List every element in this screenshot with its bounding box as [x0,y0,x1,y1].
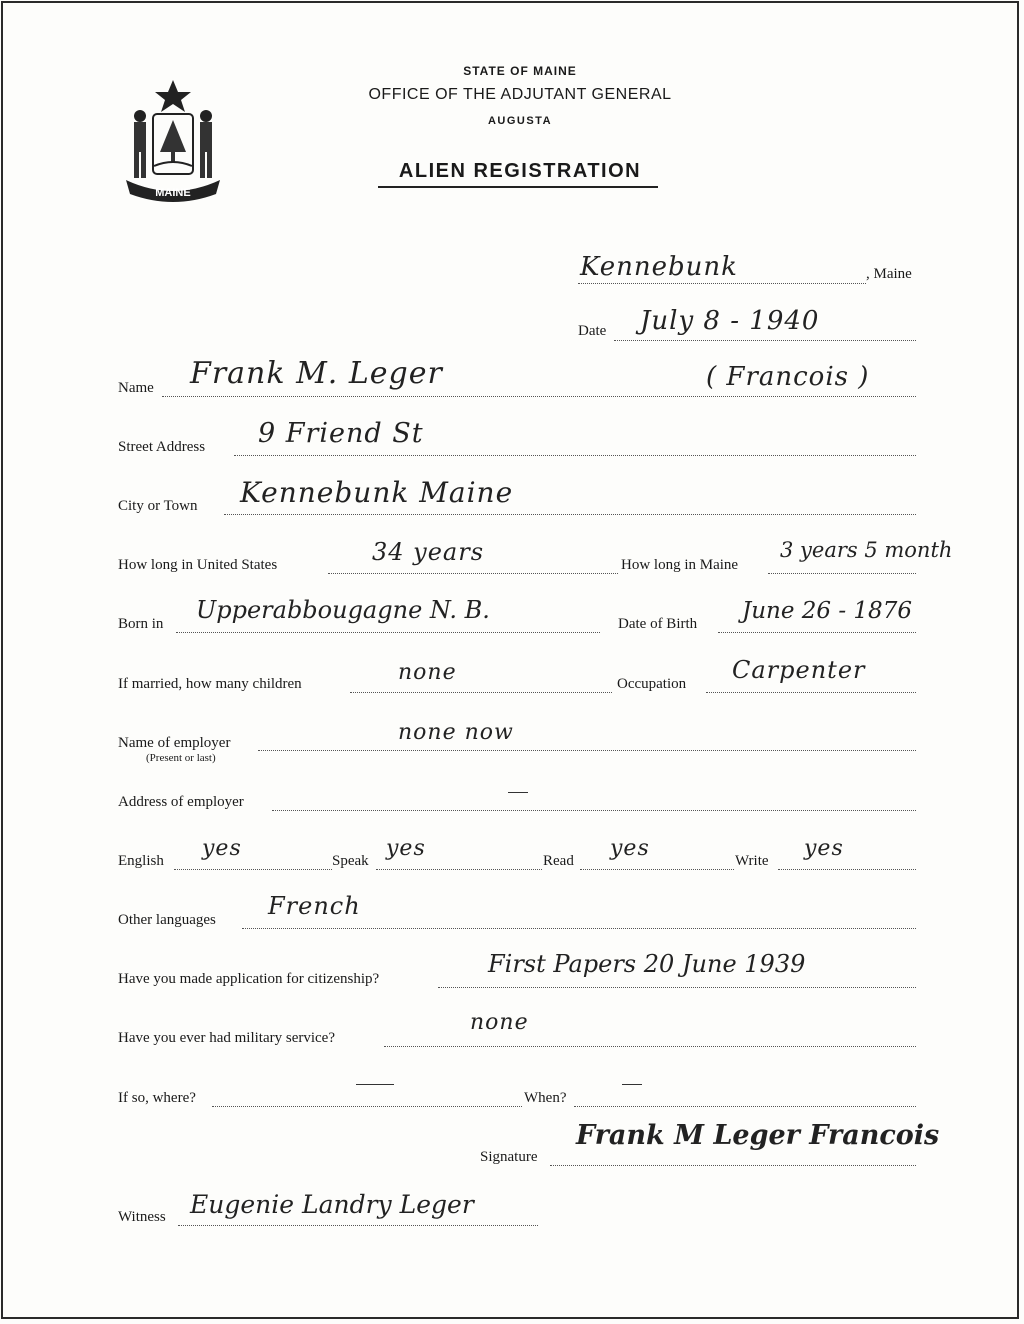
english-label: English [118,853,164,869]
header-city: AUGUSTA [487,115,553,127]
form-title: ALIEN REGISTRATION [398,160,642,182]
state-suffix: , Maine [866,266,912,282]
citizenship-value[interactable]: First Papers 20 June 1939 [488,950,806,978]
other-languages-value[interactable]: French [268,892,361,920]
signature-line [550,1165,916,1166]
city-value[interactable]: Kennebunk Maine [240,476,514,509]
maine-state-seal-icon [118,76,228,206]
where-label: If so, where? [118,1090,196,1106]
alt-name-value[interactable]: ( Francois ) [706,362,870,392]
street-label: Street Address [118,439,206,455]
seal-banner-text: MAINE [155,187,191,199]
speak-value[interactable]: yes [386,836,426,861]
maine-duration-value[interactable]: 3 years 5 month [780,538,953,562]
header-office: OFFICE OF THE ADJUTANT GENERAL [368,86,672,103]
write-label: Write [735,853,769,869]
town-value[interactable]: Kennebunk [580,252,738,282]
dob-value[interactable]: June 26 - 1876 [742,598,912,624]
when-line [574,1106,916,1107]
other-languages-line [242,928,916,929]
read-label: Read [543,853,574,869]
name-value[interactable]: Frank M. Leger [190,356,443,391]
military-line [384,1046,916,1047]
employer-sublabel: (Present or last) [146,752,216,764]
signature-label: Signature [480,1149,538,1165]
other-languages-label: Other languages [118,912,216,928]
employer-address-dash [508,792,528,793]
date-line [614,340,916,341]
speak-label: Speak [332,853,369,869]
maine-duration-line [768,573,916,574]
employer-address-label: Address of employer [118,794,244,810]
street-value[interactable]: 9 Friend St [258,418,424,449]
occupation-label: Occupation [617,676,687,692]
read-line [580,869,734,870]
children-value[interactable]: none [398,660,457,685]
employer-label: Name of employer [118,735,231,751]
employer-value[interactable]: none now [398,720,514,745]
name-label: Name [118,380,154,396]
town-line [578,283,866,284]
citizenship-label: Have you made application for citizenship? [118,971,380,987]
occupation-value[interactable]: Carpenter [732,656,866,684]
children-label: If married, how many children [118,676,302,692]
us-duration-value[interactable]: 34 years [372,538,485,566]
where-dash [356,1084,394,1085]
city-label: City or Town [118,498,198,514]
witness-label: Witness [118,1209,166,1225]
citizenship-line [438,987,916,988]
employer-address-line [272,810,916,811]
date-value[interactable]: July 8 - 1940 [640,306,820,336]
street-line [234,455,916,456]
speak-line [376,869,542,870]
write-line [778,869,916,870]
military-value[interactable]: none [470,1010,529,1035]
title-underline [378,186,658,188]
witness-line [178,1225,538,1226]
born-line [176,632,600,633]
when-label: When? [524,1090,567,1106]
occupation-line [706,692,916,693]
english-value[interactable]: yes [202,836,242,861]
when-dash [622,1084,642,1085]
born-label: Born in [118,616,164,632]
witness-value[interactable]: Eugenie Landry Leger [190,1190,474,1219]
children-line [350,692,612,693]
read-value[interactable]: yes [610,836,650,861]
dob-line [718,632,916,633]
military-label: Have you ever had military service? [118,1030,335,1046]
where-line [212,1106,522,1107]
header-state: STATE OF MAINE [463,64,577,78]
name-line [162,396,916,397]
us-duration-line [328,573,618,574]
maine-duration-label: How long in Maine [621,557,739,573]
born-value[interactable]: Upperabbougagne N. B. [196,596,490,624]
date-label: Date [578,323,607,339]
employer-line [258,750,916,751]
english-line [174,869,332,870]
write-value[interactable]: yes [804,836,844,861]
signature-value[interactable]: Frank M Leger Francois [576,1120,940,1151]
dob-label: Date of Birth [618,616,698,632]
us-duration-label: How long in United States [118,557,278,573]
city-line [224,514,916,515]
